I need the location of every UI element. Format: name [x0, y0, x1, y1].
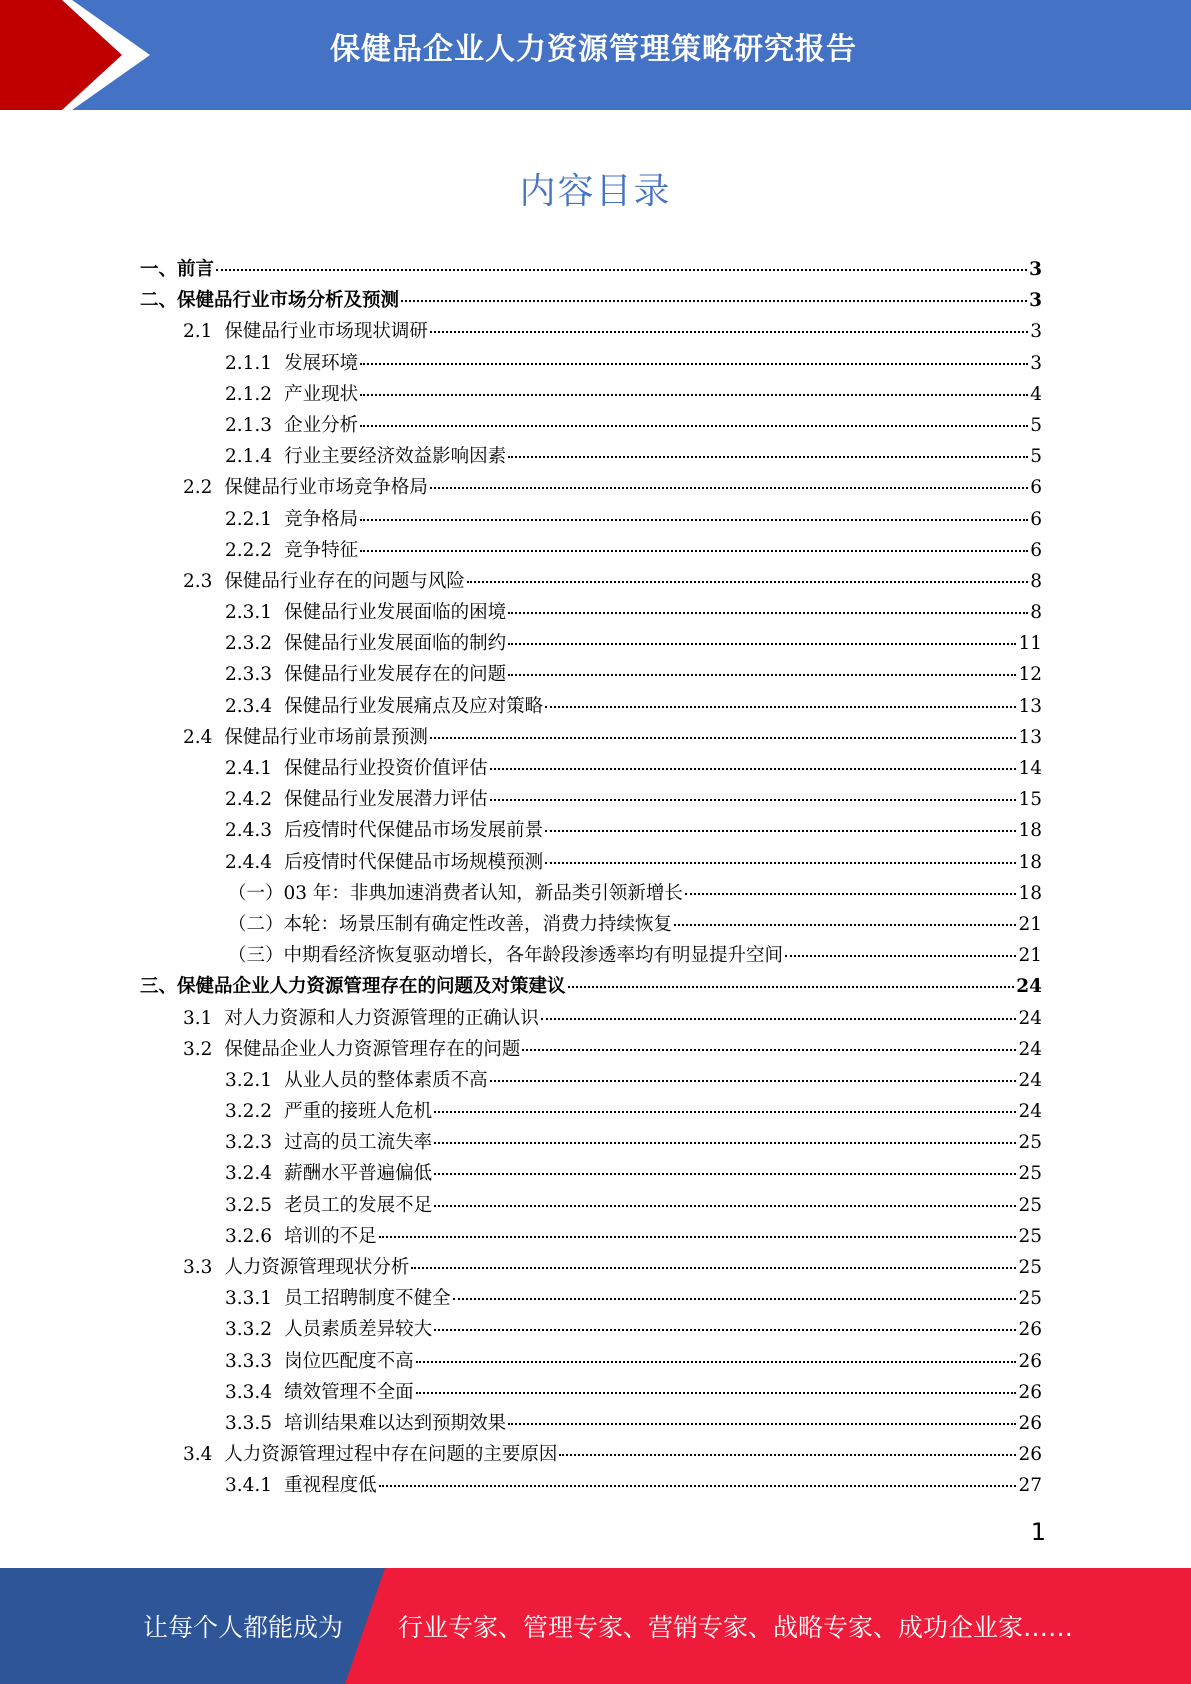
toc-entry-title: 竞争特征: [284, 539, 359, 561]
toc-entry[interactable]: [140, 410, 1042, 441]
toc-entry[interactable]: [140, 1346, 1042, 1377]
toc-entry[interactable]: [140, 1439, 1042, 1470]
toc-dot-leader: [434, 1172, 1016, 1175]
toc-entry-title: 保健品行业市场前景预测: [224, 726, 428, 748]
toc-entry-page: 25: [1018, 1132, 1042, 1154]
toc-entry[interactable]: [140, 379, 1042, 410]
toc-entry-title: 后疫情时代保健品市场规模预测: [284, 851, 544, 873]
toc-entry-page: 12: [1018, 664, 1042, 686]
toc-entry-title: 保健品行业市场竞争格局: [224, 477, 428, 499]
toc-entry-page: 25: [1018, 1288, 1042, 1310]
toc-entry[interactable]: [140, 659, 1042, 690]
toc-entry[interactable]: [140, 1283, 1042, 1314]
toc-entry-number: 三、: [140, 976, 178, 998]
toc-dot-leader: [401, 299, 1027, 302]
toc-entry-title: 老员工的发展不足: [284, 1194, 433, 1216]
toc-entry-page: 3: [1030, 321, 1042, 343]
toc-entry-title: 保健品企业人力资源管理存在的问题及对策建议: [177, 976, 566, 998]
toc-entry-page: 26: [1018, 1381, 1042, 1403]
toc-entry-number: 2.3.3: [225, 664, 273, 686]
toc-entry-title: （二）本轮：场景压制有确定性改善，消费力持续恢复: [228, 913, 673, 935]
toc-dot-leader: [434, 1204, 1016, 1207]
toc-entry-title: 保健品行业发展面临的制约: [284, 633, 507, 655]
toc-dot-leader: [379, 1235, 1017, 1238]
toc-dot-leader: [490, 798, 1017, 801]
toc-entry[interactable]: [140, 1252, 1042, 1283]
toc-entry-title: 严重的接班人危机: [284, 1101, 433, 1123]
toc-entry[interactable]: [140, 784, 1042, 815]
toc-entry-page: 18: [1018, 882, 1042, 904]
toc-entry-number: 二、: [140, 290, 178, 312]
footer-slogan-right: 行业专家、管理专家、营销专家、战略专家、成功企业家……: [398, 1613, 1074, 1642]
toc-entry-title: 前言: [177, 259, 215, 280]
toc-entry-number: 3.2.1: [225, 1069, 273, 1091]
toc-entry[interactable]: [140, 1034, 1042, 1065]
toc-dot-leader: [360, 518, 1028, 521]
toc-entry-page: 6: [1030, 508, 1042, 530]
toc-dot-leader: [559, 1453, 1016, 1456]
toc-entry[interactable]: [140, 847, 1042, 878]
toc-entry-page: 13: [1018, 726, 1042, 748]
toc-heading: 内容目录: [519, 171, 672, 212]
toc-entry-page: 6: [1030, 539, 1042, 561]
toc-entry-page: 25: [1018, 1225, 1042, 1247]
toc-entry-number: 3.2.4: [225, 1163, 273, 1185]
toc-entry[interactable]: [140, 753, 1042, 784]
toc-dot-leader: [522, 1048, 1016, 1051]
toc-entry-title: 岗位匹配度不高: [284, 1350, 414, 1372]
toc-entry-number: 2.1: [183, 321, 213, 343]
toc-entry[interactable]: [140, 1096, 1042, 1127]
toc-entry-number: 3.2.3: [225, 1132, 273, 1154]
toc-entry[interactable]: [140, 1408, 1042, 1439]
toc-dot-leader: [541, 1017, 1017, 1020]
toc-entry[interactable]: [140, 1158, 1042, 1189]
toc-entry[interactable]: [140, 722, 1042, 753]
toc-entry-title: （一）03 年：非典加速消费者认知，新品类引领新增长: [228, 882, 683, 904]
page-number: 1: [1030, 1518, 1046, 1546]
toc-dot-leader: [360, 362, 1028, 365]
toc-dot-leader: [508, 673, 1016, 676]
toc-dot-leader: [379, 1484, 1017, 1487]
toc-dot-leader: [545, 861, 1016, 864]
table-of-contents: [140, 254, 1042, 1502]
toc-entry[interactable]: [140, 597, 1042, 628]
toc-entry-page: 26: [1018, 1412, 1042, 1434]
toc-entry-title: 保健品行业发展面临的困境: [284, 602, 507, 624]
toc-entry-page: 21: [1018, 913, 1042, 935]
toc-dot-leader: [360, 393, 1028, 396]
toc-entry-number: 3.3.4: [225, 1381, 273, 1403]
toc-entry[interactable]: [140, 254, 1042, 285]
toc-entry-number: 3.2.2: [225, 1101, 273, 1123]
header-banner: [0, 0, 1191, 110]
toc-dot-leader: [508, 1422, 1016, 1425]
toc-dot-leader: [490, 767, 1017, 770]
toc-entry[interactable]: [140, 1065, 1042, 1096]
toc-entry-title: 保健品行业存在的问题与风险: [224, 570, 465, 592]
toc-entry-number: 一、: [140, 259, 178, 280]
toc-entry-number: 3.2: [183, 1038, 213, 1060]
toc-entry-page: 4: [1030, 383, 1042, 405]
toc-entry-title: 人力资源管理过程中存在问题的主要原因: [224, 1444, 558, 1466]
report-title: 保健品企业人力资源管理策略研究报告: [330, 32, 857, 67]
toc-dot-leader: [490, 1079, 1017, 1082]
toc-entry[interactable]: [140, 441, 1042, 472]
toc-entry-page: 26: [1018, 1350, 1042, 1372]
toc-dot-leader: [411, 1266, 1016, 1269]
toc-dot-leader: [360, 549, 1028, 552]
toc-entry-page: 13: [1018, 695, 1042, 717]
toc-entry[interactable]: [140, 285, 1042, 316]
toc-entry-number: 3.3: [183, 1257, 213, 1278]
toc-entry-page: 5: [1030, 446, 1042, 468]
toc-entry[interactable]: [140, 815, 1042, 846]
toc-dot-leader: [545, 829, 1016, 832]
toc-entry-title: 培训结果难以达到预期效果: [284, 1412, 507, 1434]
toc-entry-number: 2.4.1: [225, 758, 273, 779]
toc-entry-page: 8: [1030, 570, 1042, 592]
toc-entry[interactable]: [140, 1003, 1042, 1034]
toc-dot-leader: [453, 1297, 1017, 1300]
toc-entry-title: 人力资源管理现状分析: [224, 1257, 410, 1278]
toc-entry[interactable]: [140, 348, 1042, 379]
toc-entry[interactable]: [140, 1190, 1042, 1221]
toc-entry-number: 3.3.2: [225, 1319, 273, 1341]
toc-entry-number: 2.3: [183, 570, 213, 592]
toc-entry[interactable]: [140, 878, 1042, 909]
toc-entry-title: 保健品行业发展潜力评估: [284, 789, 488, 811]
arrow-decoration-icon: [0, 0, 160, 110]
toc-entry-number: 2.2: [183, 477, 213, 499]
toc-entry-page: 27: [1018, 1475, 1042, 1497]
toc-entry-page: 26: [1018, 1319, 1042, 1341]
toc-entry-page: 11: [1018, 633, 1042, 655]
toc-entry[interactable]: [140, 504, 1042, 535]
toc-entry-number: 3.3.1: [225, 1288, 273, 1310]
toc-dot-leader: [545, 705, 1016, 708]
toc-entry-title: 保健品行业发展存在的问题: [284, 664, 507, 686]
toc-entry-number: 2.1.3: [225, 414, 273, 436]
toc-dot-leader: [685, 892, 1017, 895]
toc-dot-leader: [508, 642, 1016, 645]
toc-entry-number: 2.2.2: [225, 539, 273, 561]
toc-dot-leader: [508, 611, 1028, 614]
toc-entry[interactable]: [140, 1314, 1042, 1345]
toc-entry-page: 24: [1018, 1038, 1042, 1060]
toc-entry-page: 18: [1018, 820, 1042, 842]
toc-entry-page: 24: [1018, 1007, 1042, 1029]
toc-entry[interactable]: [140, 691, 1042, 722]
toc-entry-number: 3.4.1: [225, 1475, 273, 1497]
toc-entry-page: 24: [1018, 1069, 1042, 1091]
toc-dot-leader: [434, 1141, 1016, 1144]
toc-entry-title: 保健品行业投资价值评估: [284, 758, 488, 779]
toc-entry-page: 25: [1018, 1194, 1042, 1216]
toc-entry[interactable]: [140, 1127, 1042, 1158]
toc-entry-page: 26: [1018, 1444, 1042, 1466]
toc-entry-title: 企业分析: [284, 414, 359, 436]
toc-entry-number: 2.4: [183, 726, 213, 748]
toc-entry-title: 保健品行业发展痛点及应对策略: [284, 695, 544, 717]
toc-dot-leader: [508, 455, 1028, 458]
toc-entry-page: 25: [1018, 1163, 1042, 1185]
footer-banner: [0, 1568, 1191, 1684]
toc-entry-title: 人员素质差异较大: [284, 1319, 433, 1341]
toc-entry-title: 过高的员工流失率: [284, 1132, 433, 1154]
toc-entry-page: 18: [1018, 851, 1042, 873]
toc-entry-number: 3.4: [183, 1444, 213, 1466]
toc-entry[interactable]: [140, 909, 1042, 940]
footer-slogan-left: 让每个人都能成为: [143, 1613, 344, 1642]
toc-entry-number: 3.2.6: [225, 1225, 273, 1247]
toc-entry-number: 3.3.3: [225, 1350, 273, 1372]
toc-dot-leader: [360, 424, 1028, 427]
toc-entry-title: 后疫情时代保健品市场发展前景: [284, 820, 544, 842]
toc-entry-title: 保健品行业市场分析及预测: [177, 290, 400, 312]
toc-entry-number: 2.4.4: [225, 851, 273, 873]
toc-dot-leader: [416, 1360, 1017, 1363]
toc-entry[interactable]: [140, 628, 1042, 659]
toc-entry-page: 8: [1030, 602, 1042, 624]
toc-entry-number: 3.3.5: [225, 1412, 273, 1434]
toc-entry-page: 15: [1018, 789, 1042, 811]
toc-entry-page: 24: [1016, 976, 1042, 998]
toc-entry-title: 竞争格局: [284, 508, 359, 530]
toc-entry-page: 24: [1018, 1101, 1042, 1123]
toc-entry-title: 培训的不足: [284, 1225, 377, 1247]
toc-dot-leader: [785, 954, 1016, 957]
toc-entry[interactable]: [140, 1470, 1042, 1501]
toc-entry-number: 2.3.4: [225, 695, 273, 717]
toc-entry[interactable]: [140, 1377, 1042, 1408]
toc-entry-number: 3.1: [183, 1007, 213, 1029]
toc-entry-title: 对人力资源和人力资源管理的正确认识: [224, 1007, 539, 1029]
toc-dot-leader: [430, 486, 1028, 489]
toc-entry[interactable]: [140, 971, 1042, 1002]
toc-dot-leader: [674, 923, 1016, 926]
toc-entry-page: 14: [1018, 758, 1042, 779]
toc-entry-page: 5: [1030, 414, 1042, 436]
toc-dot-leader: [434, 1328, 1016, 1331]
toc-dot-leader: [430, 736, 1017, 739]
toc-entry-page: 3: [1030, 352, 1042, 374]
toc-entry-title: 保健品行业市场现状调研: [224, 321, 428, 343]
toc-entry[interactable]: [140, 1221, 1042, 1252]
toc-dot-leader: [216, 268, 1027, 271]
toc-entry-number: 2.2.1: [225, 508, 273, 530]
toc-entry-number: 2.1.2: [225, 383, 273, 405]
toc-entry-page: 6: [1030, 477, 1042, 499]
toc-entry-page: 25: [1018, 1257, 1042, 1278]
toc-entry-number: 3.2.5: [225, 1194, 273, 1216]
toc-entry-number: 2.1.4: [225, 446, 273, 468]
toc-dot-leader: [568, 985, 1015, 988]
toc-entry-number: 2.3.1: [225, 602, 273, 624]
toc-entry-title: 保健品企业人力资源管理存在的问题: [224, 1038, 521, 1060]
toc-entry-page: 21: [1018, 945, 1042, 967]
toc-entry[interactable]: [140, 940, 1042, 971]
toc-entry-title: 绩效管理不全面: [284, 1381, 414, 1403]
toc-dot-leader: [430, 330, 1028, 333]
toc-entry-number: 2.1.1: [225, 352, 273, 374]
toc-entry-number: 2.4.2: [225, 789, 273, 811]
toc-entry-title: 产业现状: [284, 383, 359, 405]
toc-entry-title: 发展环境: [284, 352, 359, 374]
toc-entry-title: 从业人员的整体素质不高: [284, 1069, 488, 1091]
toc-entry-title: 薪酬水平普遍偏低: [284, 1163, 433, 1185]
toc-entry-number: 2.4.3: [225, 820, 273, 842]
toc-entry[interactable]: [140, 472, 1042, 503]
toc-entry-title: 重视程度低: [284, 1475, 377, 1497]
toc-entry-number: 2.3.2: [225, 633, 273, 655]
toc-entry-page: 3: [1029, 290, 1042, 312]
toc-entry[interactable]: [140, 316, 1042, 347]
toc-entry[interactable]: [140, 535, 1042, 566]
toc-entry-title: 行业主要经济效益影响因素: [284, 446, 507, 468]
toc-entry[interactable]: [140, 566, 1042, 597]
toc-entry-page: 3: [1029, 259, 1042, 280]
toc-entry-title: （三）中期看经济恢复驱动增长，各年龄段渗透率均有明显提升空间: [228, 945, 784, 967]
toc-dot-leader: [434, 1110, 1016, 1113]
toc-entry-title: 员工招聘制度不健全: [284, 1288, 451, 1310]
toc-dot-leader: [416, 1391, 1017, 1394]
toc-dot-leader: [467, 580, 1028, 583]
